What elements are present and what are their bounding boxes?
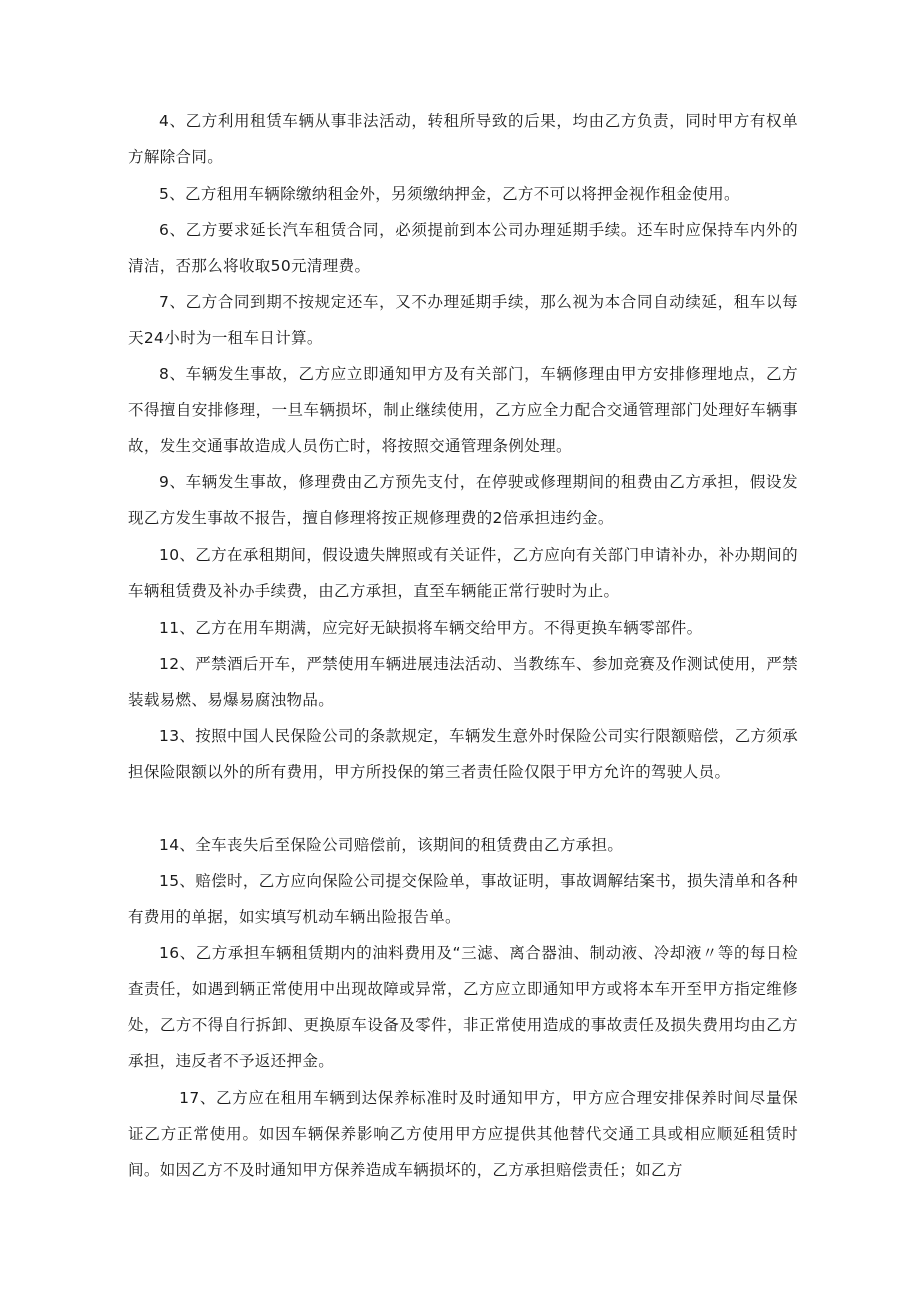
clause-17: 17、乙方应在租用车辆到达保养标准时及时通知甲方，甲方应合理安排保养时间尽量保证乙方正常使用。如因车辆保养影响乙方使用甲方应提供其他替代交通工具或相应顺延租赁时间。如因乙方不及时通知甲方保养造成车辆损坏的，乙方承担赔偿责任；如乙方 <box>128 1089 798 1179</box>
clause-11: 11、乙方在用车期满，应完好无缺损将车辆交给甲方。不得更换车辆零部件。 <box>159 619 703 637</box>
clause-10: 10、乙方在承租期间，假设遗失牌照或有关证件，乙方应向有关部门申请补办，补办期间的车辆租赁费及补办手续费，由乙方承担，直至车辆能正常行驶时为止。 <box>128 546 798 600</box>
clause-8: 8、车辆发生事故，乙方应立即通知甲方及有关部门，车辆修理由甲方安排修理地点，乙方不得擅自安排修理，一旦车辆损坏，制止继续使用，乙方应全力配合交通管理部门处理好车辆事故，发生交通事故造成人员伤亡时，将按照交通管理条例处理。 <box>128 365 798 455</box>
clause-13: 13、按照中国人民保险公司的条款规定，车辆发生意外时保险公司实行限额赔偿，乙方须承担保险限额以外的所有费用，甲方所投保的第三者责任险仅限于甲方允许的驾驶人员。 <box>128 727 798 781</box>
clause-12: 12、严禁酒后开车，严禁使用车辆进展违法活动、当教练车、参加竞赛及作测试使用，严禁装载易燃、易爆易腐浊物品。 <box>128 655 798 709</box>
clause-14: 14、全车丧失后至保险公司赔偿前，该期间的租赁费由乙方承担。 <box>159 836 624 854</box>
clause-9: 9、车辆发生事故，修理费由乙方预先支付，在停驶或修理期间的租费由乙方承担，假设发现乙方发生事故不报告，擅自修理将按正规修理费的2倍承担违约金。 <box>128 473 798 527</box>
clause-15: 15、赔偿时，乙方应向保险公司提交保险单，事故证明，事故调解结案书，损失清单和各种有费用的单据，如实填写机动车辆出险报告单。 <box>128 872 798 926</box>
clause-7: 7、乙方合同到期不按规定还车，又不办理延期手续，那么视为本合同自动续延，租车以每天24小时为一租车日计算。 <box>128 293 798 347</box>
clause-16: 16、乙方承担车辆租赁期内的油料费用及“三滤、离合器油、制动液、冷却液〃等的每日检查责任，如遇到辆正常使用中出现故障或异常，乙方应立即通知甲方或将本车开至甲方指定维修处，乙方不得自行拆卸、更换原车设备及零件，非正常使用造成的事故责任及损失费用均由乙方承担，违反者不予返还押金。 <box>128 944 798 1070</box>
clause-5: 5、乙方租用车辆除缴纳租金外，另须缴纳押金，乙方不可以将押金视作租金使用。 <box>159 185 740 203</box>
clause-4: 4、乙方利用租赁车辆从事非法活动，转租所导致的后果，均由乙方负责，同时甲方有权单方解除合同。 <box>128 112 798 166</box>
clause-6: 6、乙方要求延长汽车租赁合同，必须提前到本公司办理延期手续。还车时应保持车内外的清洁，否那么将收取50元清理费。 <box>128 221 798 275</box>
